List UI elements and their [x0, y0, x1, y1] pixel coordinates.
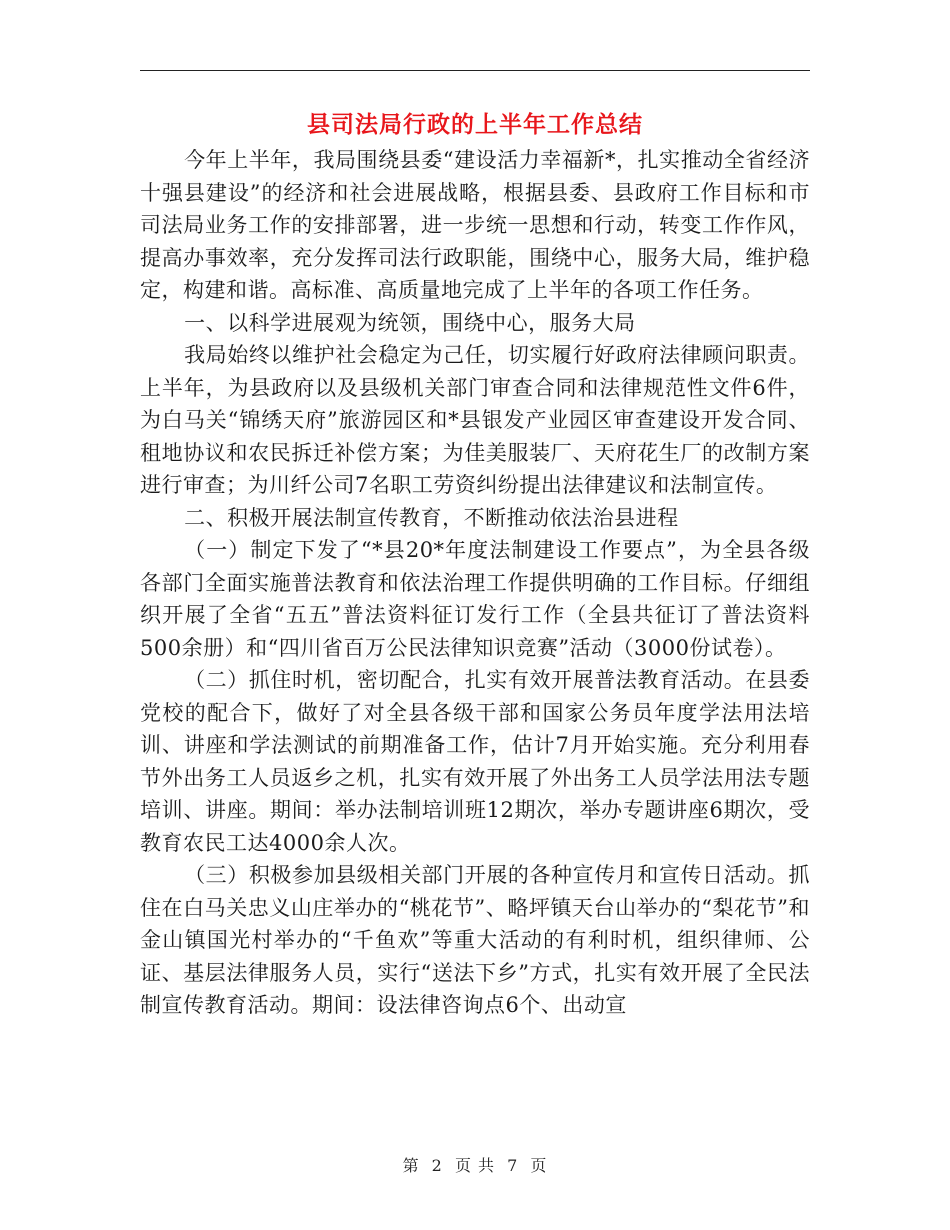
section-heading-1: 一、以科学进展观为统领，围绕中心，服务大局 — [184, 310, 636, 335]
paragraph-item-2: （二）抓住时机，密切配合，扎实有效开展普法教育活动。在县委党校的配合下，做好了对全县各级干部和国家公务员年度学法用法培训、讲座和学法测试的前期准备工作，估计7月开始实施。充分利用春节外出务工人员返乡之机，扎实有效开展了外出务工人员学法用法专题培训、讲座。期间：举办法制培训班12期次，举办专题讲座6期次，受教育农民工达4000余人次。 — [140, 668, 810, 855]
section-heading-2: 二、积极开展法制宣传教育，不断推动依法治县进程 — [184, 505, 679, 530]
page-footer — [0, 1153, 950, 1176]
footer-suffix: 页 — [530, 1156, 548, 1175]
paragraph-section-1: 我局始终以维护社会稳定为己任，切实履行好政府法律顾问职责。上半年，为县政府以及县级机关部门审查合同和法律规范性文件6件，为白马关“锦绣天府”旅游园区和*县银发产业园区审查建设开发合同、租地协议和农民拆迁补偿方案；为佳美服装厂、天府花生厂的改制方案进行审查；为川纤公司7名职工劳资纠纷提出法律建议和法制宣传。 — [140, 343, 810, 497]
footer-prefix: 第 — [402, 1156, 420, 1175]
footer-middle: 页 共 — [454, 1156, 496, 1175]
paragraph-intro: 今年上半年，我局围绕县委“建设活力幸福新*，扎实推动全省经济十强县建设”的经济和社会进展战略，根据县委、县政府工作目标和市司法局业务工作的安排部署，进一步统一思想和行动，转变工作作风，提高办事效率，充分发挥司法行政职能，围绕中心，服务大局，维护稳定，构建和谐。高标准、高质量地完成了上半年的各项工作任务。 — [140, 148, 810, 302]
paragraph-item-1: （一）制定下发了“*县20*年度法制建设工作要点”，为全县各级各部门全面实施普法教育和依法治理工作提供明确的工作目标。仔细组织开展了全省“五五”普法资料征订发行工作（全县共征订了普法资料500余册）和“四川省百万公民法律知识竞赛”活动（3000份试卷）。 — [140, 538, 810, 660]
document-title: 县司法局行政的上半年工作总结 — [307, 112, 643, 138]
footer-total-pages: 7 — [507, 1156, 519, 1175]
paragraph-item-3: （三）积极参加县级相关部门开展的各种宣传月和宣传日活动。抓住在白马关忠义山庄举办的“桃花节”、略坪镇天台山举办的“梨花节”和金山镇国光村举办的“千鱼欢”等重大活动的有利时机，组织律师、公证、基层法律服务人员，实行“送法下乡”方式，扎实有效开展了全民法制宣传教育活动。期间：设法律咨询点6个、出动宣 — [140, 863, 810, 1017]
footer-current-page: 2 — [431, 1156, 443, 1175]
document-body — [140, 144, 810, 1022]
header-rule — [140, 70, 810, 71]
